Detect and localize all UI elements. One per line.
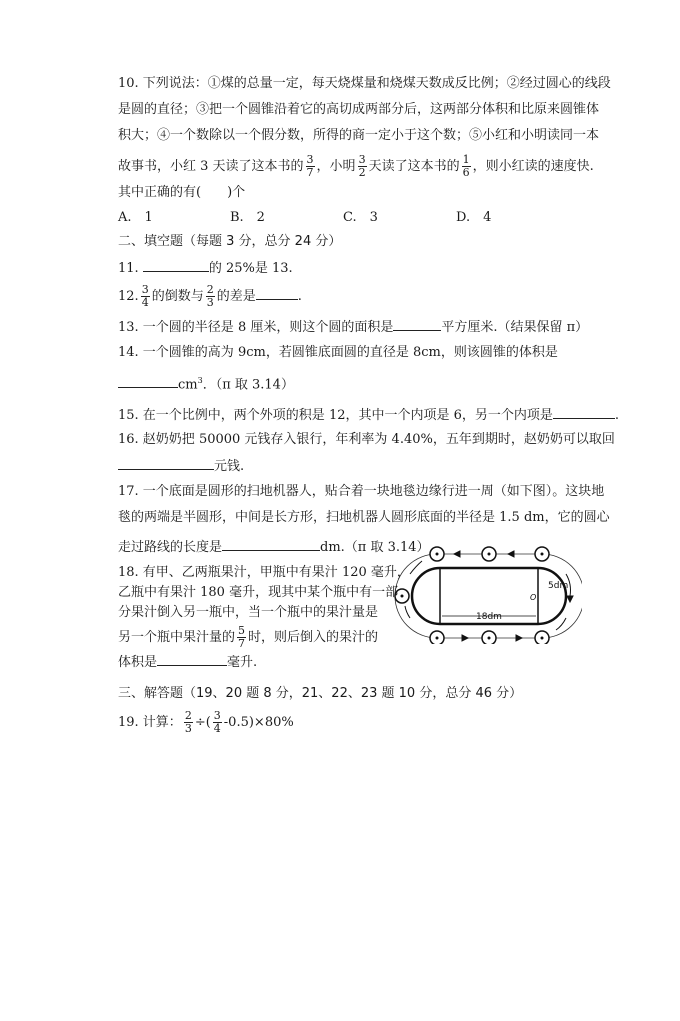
q13-tail: 平方厘米.（结果保留 π）	[441, 320, 589, 335]
q10-line4-d: ，则小红读的速度快.	[472, 159, 594, 174]
q13	[118, 318, 588, 337]
q19-label: 19. 计算：	[118, 715, 182, 730]
q18-line5-a: 体积是	[118, 655, 158, 670]
robot-centers	[401, 553, 544, 640]
carpet-robot-diagram	[392, 544, 582, 644]
q18-line5	[118, 653, 257, 672]
q10-line5: 其中正确的有( )个	[118, 185, 246, 200]
q14-tail: ．（π 取 3.14）	[202, 377, 294, 393]
fraction-3-7: $\frac{3}{7}$	[306, 153, 314, 179]
label-width: 18dm	[476, 612, 502, 622]
fraction-3-4-q19: $\frac{3}{4}$	[213, 709, 221, 735]
q19-op1: ÷(	[194, 715, 211, 730]
q12	[118, 284, 302, 309]
q12-number: 12.	[118, 289, 139, 304]
q12-end: 的差是	[216, 289, 256, 304]
q15-text: 15. 在一个比例中，两个外项的积是 12，其中一个内项是 6，另一个内项是	[118, 408, 553, 423]
q19-op2: -0.5)×80%	[223, 715, 294, 730]
label-radius: 5dm	[548, 581, 569, 591]
q10-line4-a: 故事书，小红 3 天读了这本书的	[118, 159, 304, 174]
q11	[118, 259, 293, 278]
q11-text: 的 25%是 13.	[208, 261, 293, 276]
q17-line3-a: 走过路线的长度是	[118, 540, 223, 555]
q18-line1: 18. 有甲、乙两瓶果汁，甲瓶中有果汁 120 毫升，	[118, 565, 410, 580]
q18-line4	[118, 625, 378, 650]
q14-unit-sup: 3	[197, 376, 203, 385]
q10-option-d: D. 4	[456, 210, 492, 225]
fraction-2-3-q19: $\frac{2}{3}$	[184, 709, 192, 735]
section-2-title: 二、填空题（每题 3 分，总分 24 分）	[118, 234, 342, 249]
q18-line4-a: 另一个瓶中果汁量的	[118, 630, 236, 645]
q15-answer-blank[interactable]	[553, 406, 615, 419]
q13-text: 13. 一个圆的半径是 8 厘米，则这个圆的面积是	[118, 320, 394, 335]
q12-mid: 的倒数与	[151, 289, 204, 304]
q14-line1: 14. 一个圆锥的高为 9cm，若圆锥底面圆的直径是 8cm，则该圆锥的体积是	[118, 345, 558, 360]
q18-line5-b: 毫升.	[227, 655, 258, 670]
q14-answer-blank[interactable]	[118, 375, 178, 388]
q17-line1: 17. 一个底面是圆形的扫地机器人，贴合着一块地毯边缘行进一周（如下图）。这块地	[118, 484, 605, 499]
q13-answer-blank[interactable]	[393, 318, 441, 331]
robot-route-path	[395, 554, 582, 638]
fraction-1-6: $\frac{1}{6}$	[462, 153, 470, 179]
q10-line4-c: 天读了这本书的	[368, 159, 460, 174]
q12-tail: .	[297, 289, 302, 304]
q10-option-c: C. 3	[343, 210, 378, 225]
robots	[395, 547, 549, 644]
q11-answer-blank[interactable]	[143, 259, 209, 272]
q14-unit: cm	[178, 377, 198, 393]
q11-number: 11.	[118, 261, 139, 276]
q16-answer-blank[interactable]	[118, 457, 214, 470]
q16-tail: 元钱.	[214, 459, 245, 474]
q12-answer-blank[interactable]	[256, 287, 298, 300]
q18-line2: 乙瓶中有果汁 180 毫升，现其中某个瓶中有一部	[118, 585, 399, 600]
fraction-2-3: $\frac{2}{3}$	[206, 283, 214, 309]
q10-option-a: A. 1	[118, 210, 153, 225]
q15-tail: .	[614, 408, 620, 423]
q15	[118, 406, 619, 425]
fraction-3-4: $\frac{3}{4}$	[141, 283, 149, 309]
q10-line2: 是圆的直径；③把一个圆锥沿着它的高切成两部分后，这两部分体积和比原来圆锥体	[118, 102, 600, 117]
direction-arrows	[405, 551, 573, 641]
section-3-title: 三、解答题（19、20 题 8 分，21、22、23 题 10 分，总分 46 分）	[118, 686, 523, 701]
q18-answer-blank[interactable]	[157, 653, 227, 666]
q16-line1: 16. 赵奶奶把 50000 元钱存入银行，年利率为 4.40%，五年到期时，赵奶奶可以取回	[118, 432, 615, 447]
q16-line2	[118, 457, 244, 476]
q18-line4-b: 时，则后倒入的果汁的	[248, 630, 379, 645]
fraction-3-2: $\frac{3}{2}$	[358, 153, 366, 179]
q17-line2: 毯的两端是半圆形，中间是长方形，扫地机器人圆形底面的半径是 1.5 dm，它的圆心	[118, 510, 610, 525]
q10-option-b: B. 2	[230, 210, 265, 225]
q18-line3: 分果汁倒入另一瓶中，当一个瓶中的果汁量是	[118, 605, 379, 620]
q10-line4-b: ，小明	[316, 159, 356, 174]
q19	[118, 710, 294, 735]
q17-answer-blank[interactable]	[222, 538, 320, 551]
q17-line3	[118, 538, 430, 557]
q10-line3: 积大；④一个数除以一个假分数，所得的商一定小于这个数；⑤小红和小明读同一本	[118, 128, 600, 143]
q10-line1: 10. 下列说法：①煤的总量一定，每天烧煤量和烧煤天数成反比例；②经过圆心的线段	[118, 76, 611, 91]
q17-line3-b: dm.（π 取 3.14）	[320, 540, 430, 555]
fraction-5-7: $\frac{5}{7}$	[238, 624, 246, 650]
q14-line2	[118, 372, 294, 394]
q10-line4	[118, 154, 594, 179]
label-center: O	[530, 593, 537, 602]
